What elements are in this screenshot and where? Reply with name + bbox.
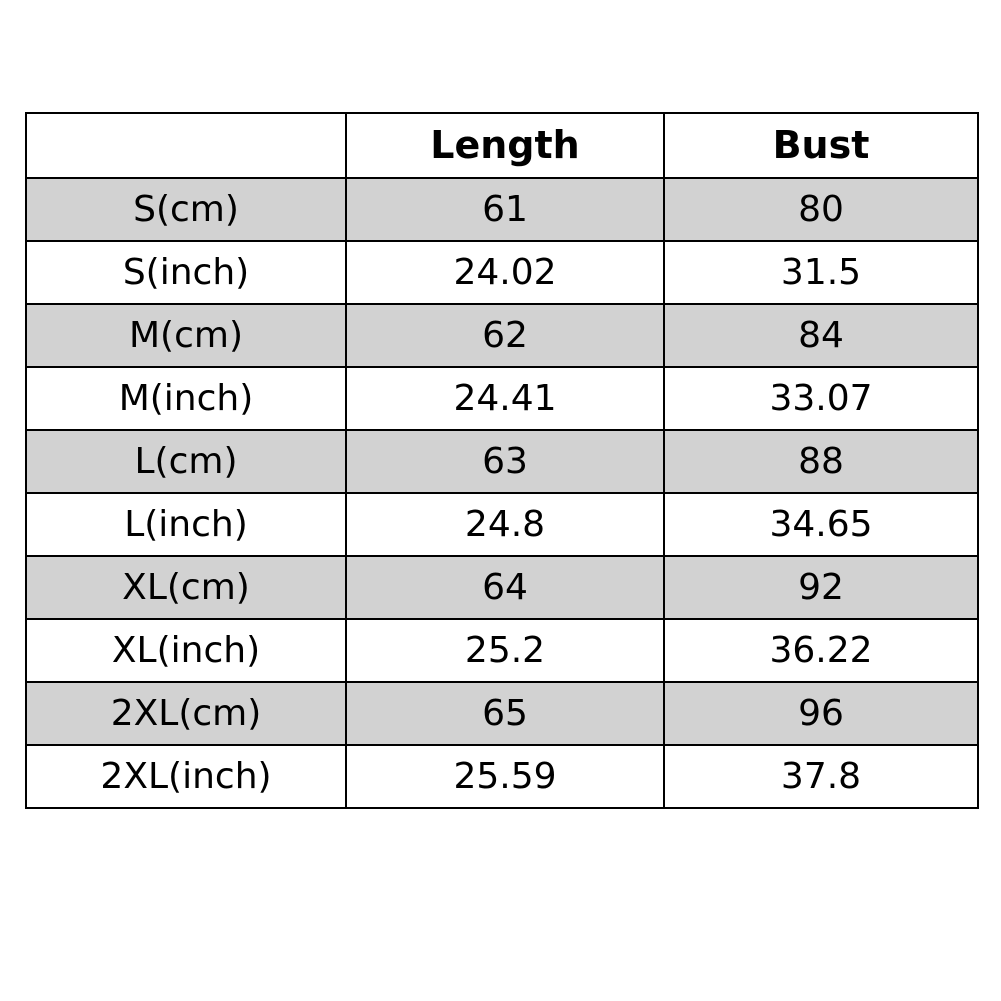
row-length: 61: [346, 178, 664, 241]
row-length: 24.41: [346, 367, 664, 430]
size-chart-table: [25, 112, 979, 809]
row-length: 25.2: [346, 619, 664, 682]
table-row: [26, 493, 978, 556]
row-bust: 80: [664, 178, 978, 241]
row-length: 62: [346, 304, 664, 367]
row-label: M(inch): [26, 367, 346, 430]
row-bust: 37.8: [664, 745, 978, 808]
table-row: [26, 682, 978, 745]
row-label: 2XL(cm): [26, 682, 346, 745]
row-bust: 96: [664, 682, 978, 745]
table-row: [26, 241, 978, 304]
row-label: XL(cm): [26, 556, 346, 619]
table-row: [26, 304, 978, 367]
table-header: [26, 113, 978, 178]
table-body: [26, 178, 978, 808]
table-row: [26, 178, 978, 241]
table-row: [26, 367, 978, 430]
row-length: 65: [346, 682, 664, 745]
header-cell-size: [26, 113, 346, 178]
table-row: [26, 745, 978, 808]
row-label: 2XL(inch): [26, 745, 346, 808]
row-length: 25.59: [346, 745, 664, 808]
row-bust: 84: [664, 304, 978, 367]
row-length: 64: [346, 556, 664, 619]
row-label: M(cm): [26, 304, 346, 367]
row-bust: 34.65: [664, 493, 978, 556]
header-row: [26, 113, 978, 178]
row-bust: 33.07: [664, 367, 978, 430]
table-row: [26, 619, 978, 682]
row-label: L(inch): [26, 493, 346, 556]
row-label: XL(inch): [26, 619, 346, 682]
table-row: [26, 556, 978, 619]
row-bust: 36.22: [664, 619, 978, 682]
row-length: 24.8: [346, 493, 664, 556]
row-length: 24.02: [346, 241, 664, 304]
header-cell-bust: Bust: [664, 113, 978, 178]
row-length: 63: [346, 430, 664, 493]
row-label: S(cm): [26, 178, 346, 241]
size-chart-container: [25, 112, 977, 809]
header-cell-length: Length: [346, 113, 664, 178]
row-label: L(cm): [26, 430, 346, 493]
row-bust: 31.5: [664, 241, 978, 304]
row-label: S(inch): [26, 241, 346, 304]
row-bust: 88: [664, 430, 978, 493]
row-bust: 92: [664, 556, 978, 619]
table-row: [26, 430, 978, 493]
